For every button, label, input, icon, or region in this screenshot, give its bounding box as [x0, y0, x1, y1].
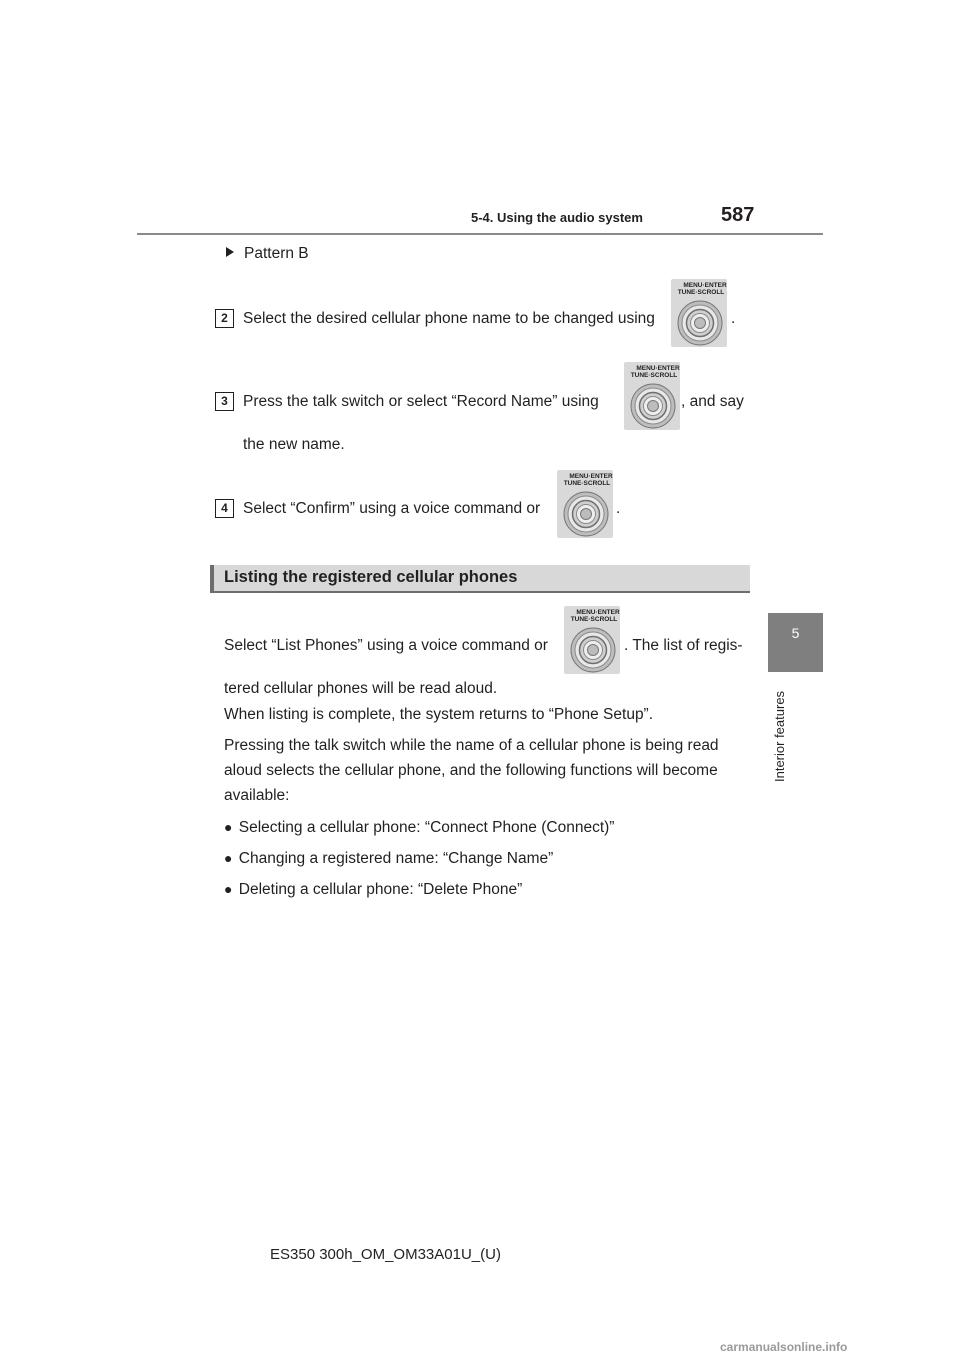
body-paragraph-2: When listing is complete, the system returns to “Phone Setup”. — [224, 706, 654, 723]
body-paragraph-1-cont: . The list of regis- — [624, 637, 743, 654]
bullet-dot-icon: ● — [224, 819, 233, 835]
bullet-dot-icon: ● — [224, 881, 233, 897]
svg-text:TUNE·SCROLL: TUNE·SCROLL — [677, 289, 725, 296]
watermark: carmanualsonline.info — [720, 1340, 848, 1354]
chapter-tab: 5 — [768, 613, 823, 672]
bullet-item: ● Deleting a cellular phone: “Delete Phone” — [224, 881, 523, 898]
step-2-period: . — [731, 310, 736, 327]
svg-text:MENU·ENTER: MENU·ENTER — [576, 609, 620, 616]
svg-text:MENU·ENTER: MENU·ENTER — [569, 473, 613, 480]
step-number-4: 4 — [215, 499, 234, 518]
step-2-text: Select the desired cellular phone name to be changed using — [243, 310, 655, 327]
tune-scroll-knob-icon — [557, 470, 613, 538]
triangle-bullet-icon — [226, 247, 234, 257]
footer-document-code: ES350 300h_OM_OM33A01U_(U) — [270, 1246, 501, 1263]
section-title: 5-4. Using the audio system — [471, 210, 643, 225]
body-paragraph-3-line3: available: — [224, 787, 290, 804]
svg-text:MENU·ENTER: MENU·ENTER — [683, 282, 727, 289]
tune-scroll-knob-icon — [671, 279, 727, 347]
body-paragraph-1-line2: tered cellular phones will be read aloud. — [224, 680, 498, 697]
bullet-item: ● Selecting a cellular phone: “Connect Phone (Connect)” — [224, 819, 615, 836]
bullet-dot-icon: ● — [224, 850, 233, 866]
section-heading: Listing the registered cellular phones — [224, 568, 518, 586]
body-paragraph-3-line2: aloud selects the cellular phone, and the following functions will become — [224, 762, 718, 779]
chapter-side-label-text: Interior features — [772, 690, 787, 782]
tune-scroll-knob-icon — [564, 606, 620, 674]
pattern-label: Pattern B — [226, 244, 309, 264]
svg-text:MENU·ENTER: MENU·ENTER — [636, 365, 680, 372]
step-3-text-cont: , and say — [681, 393, 744, 410]
header-rule — [137, 233, 823, 235]
body-paragraph-3-line1: Pressing the talk switch while the name of a cellular phone is being read — [224, 737, 719, 754]
page-number: 587 — [721, 204, 755, 226]
chapter-side-label — [762, 690, 798, 790]
bullet-item: ● Changing a registered name: “Change Name” — [224, 850, 554, 867]
svg-text:TUNE·SCROLL: TUNE·SCROLL — [630, 372, 678, 379]
step-number-2: 2 — [215, 309, 234, 328]
step-4-text: Select “Confirm” using a voice command or — [243, 500, 541, 517]
step-number-3: 3 — [215, 392, 234, 411]
step-3-text: Press the talk switch or select “Record Name” using — [243, 393, 599, 410]
body-paragraph-1: Select “List Phones” using a voice command or — [224, 637, 548, 654]
svg-text:TUNE·SCROLL: TUNE·SCROLL — [563, 480, 611, 487]
step-3-text-line2: the new name. — [243, 436, 345, 453]
tune-scroll-knob-icon — [624, 362, 680, 430]
section-heading-bar — [210, 565, 750, 593]
step-4-period: . — [616, 500, 621, 517]
svg-text:TUNE·SCROLL: TUNE·SCROLL — [570, 616, 618, 623]
